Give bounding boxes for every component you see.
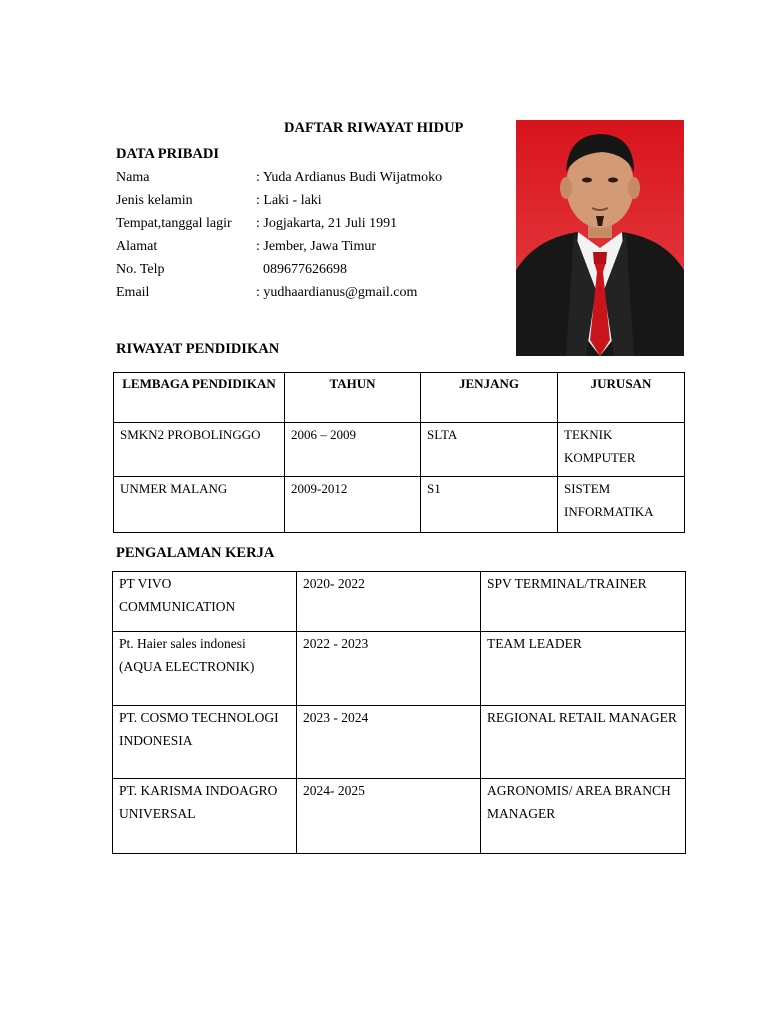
header-jenjang: JENJANG — [421, 373, 558, 423]
value-phone: 089677626698 — [256, 262, 347, 277]
work-heading: PENGALAMAN KERJA — [116, 545, 275, 561]
table-row — [113, 779, 686, 854]
table-row — [114, 477, 685, 533]
table-cell: 2020- 2022 — [297, 572, 481, 632]
table-cell: AGRONOMIS/ AREA BRANCH MANAGER — [481, 779, 686, 854]
label-email: Email — [116, 285, 150, 300]
header-lembaga: LEMBAGA PENDIDIKAN — [114, 373, 285, 423]
personal-data-heading: DATA PRIBADI — [116, 146, 219, 162]
value-email: : yudhaardianus@gmail.com — [256, 285, 418, 300]
table-cell: SISTEM INFORMATIKA — [558, 477, 685, 533]
education-table — [113, 372, 685, 533]
value-gender: : Laki - laki — [256, 193, 322, 208]
table-cell: SLTA — [421, 423, 558, 477]
table-cell: TEKNIK KOMPUTER — [558, 423, 685, 477]
table-cell: UNMER MALANG — [114, 477, 285, 533]
profile-photo — [516, 120, 684, 356]
table-row — [114, 423, 685, 477]
table-row — [113, 572, 686, 632]
value-name: : Yuda Ardianus Budi Wijatmoko — [256, 170, 443, 185]
table-cell: PT. KARISMA INDOAGRO UNIVERSAL — [113, 779, 297, 854]
education-heading: RIWAYAT PENDIDIKAN — [116, 341, 280, 357]
work-table — [112, 571, 686, 854]
label-name: Nama — [116, 170, 150, 185]
table-cell: 2024- 2025 — [297, 779, 481, 854]
table-cell: SMKN2 PROBOLINGGO — [114, 423, 285, 477]
table-cell: 2009-2012 — [285, 477, 421, 533]
table-cell: 2006 – 2009 — [285, 423, 421, 477]
table-row — [113, 706, 686, 779]
label-birth: Tempat,tanggal lagir — [116, 216, 232, 231]
label-address: Alamat — [116, 239, 158, 254]
table-cell: TEAM LEADER — [481, 632, 686, 706]
table-cell: PT VIVO COMMUNICATION — [113, 572, 297, 632]
label-phone: No. Telp — [116, 262, 165, 277]
table-cell: 2022 - 2023 — [297, 632, 481, 706]
table-cell: S1 — [421, 477, 558, 533]
page-title: DAFTAR RIWAYAT HIDUP — [284, 120, 464, 136]
table-cell: 2023 - 2024 — [297, 706, 481, 779]
header-tahun: TAHUN — [285, 373, 421, 423]
table-cell: Pt. Haier sales indonesi (AQUA ELECTRONIK) — [113, 632, 297, 706]
table-row — [113, 632, 686, 706]
header-jurusan: JURUSAN — [558, 373, 685, 423]
label-gender: Jenis kelamin — [116, 193, 193, 208]
table-cell: SPV TERMINAL/TRAINER — [481, 572, 686, 632]
table-cell: REGIONAL RETAIL MANAGER — [481, 706, 686, 779]
value-address: : Jember, Jawa Timur — [256, 239, 376, 254]
value-birth: : Jogjakarta, 21 Juli 1991 — [256, 216, 398, 231]
table-cell: PT. COSMO TECHNOLOGI INDONESIA — [113, 706, 297, 779]
table-header-row — [114, 373, 685, 423]
